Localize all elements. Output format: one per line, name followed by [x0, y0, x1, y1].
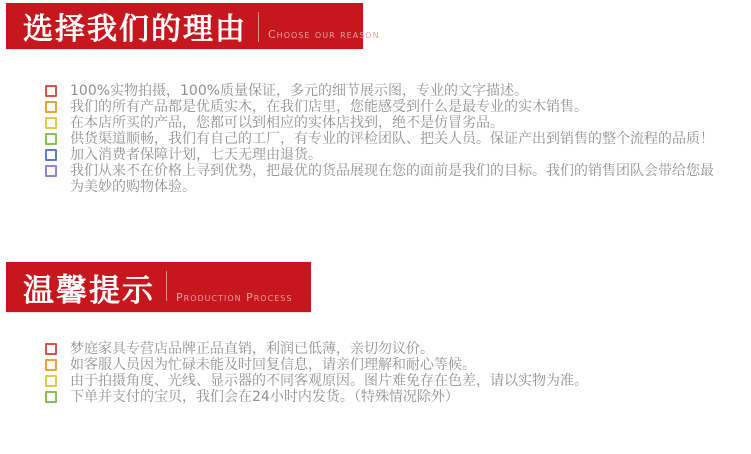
list-item: [45, 357, 751, 373]
bullet-square-icon: [45, 391, 57, 403]
reasons-banner-subtitle: Choose our reason: [268, 28, 380, 41]
tips-banner: [6, 262, 311, 312]
list-item-text: 在本店所买的产品，您都可以到相应的实体店找到，绝不是仿冒劣品。: [70, 115, 504, 131]
reasons-list: [45, 83, 751, 195]
list-item-text: 如客服人员因为忙碌未能及时回复信息，请亲们理解和耐心等候。: [70, 357, 476, 373]
bullet-square-icon: [45, 165, 57, 177]
list-item-text: 100%实物拍摄，100%质量保证，多元的细节展示图，专业的文字描述。: [70, 83, 529, 99]
list-item: [45, 131, 751, 147]
list-item: [45, 341, 751, 357]
bullet-square-icon: [45, 117, 57, 129]
bullet-square-icon: [45, 375, 57, 387]
list-item: [45, 99, 751, 115]
list-item-text: 我们从来不在价格上寻到优势，把最优的货品展现在您的面前是我们的目标。我们的销售团队会带给您最为美妙的购物体验。: [70, 163, 714, 195]
list-item: [45, 83, 751, 99]
bullet-square-icon: [45, 85, 57, 97]
reasons-banner: [6, 3, 380, 49]
list-item-text: 加入消费者保障计划，七天无理由退货。: [70, 147, 322, 163]
list-item: [45, 115, 751, 131]
bullet-square-icon: [45, 359, 57, 371]
bullet-square-icon: [45, 101, 57, 113]
tips-banner-subtitle: Production Process: [176, 291, 293, 304]
list-item-text: 梦庭家具专营店品牌正品直销，利润已低薄，亲切勿议价。: [70, 341, 434, 357]
tips-banner-title: 温馨提示: [23, 272, 155, 309]
list-item-text: 下单并支付的宝贝，我们会在24小时内发货。（特殊情况除外）: [70, 389, 459, 405]
tips-list: [45, 341, 751, 405]
list-item: [45, 373, 751, 389]
bullet-square-icon: [45, 133, 57, 145]
list-item-text: 我们的所有产品都是优质实木，在我们店里，您能感受到什么是最专业的实木销售。: [70, 99, 588, 115]
bullet-square-icon: [45, 343, 57, 355]
bullet-square-icon: [45, 149, 57, 161]
list-item: [45, 389, 751, 405]
reasons-banner-title: 选择我们的理由: [23, 12, 247, 47]
list-item-text: 供货渠道顺畅，我们有自己的工厂，有专业的评检团队、把关人员。保证产出到销售的整个流程的品质！: [70, 131, 714, 147]
list-item-text: 由于拍摄角度、光线、显示器的不同客观原因。图片难免存在色差，请以实物为准。: [70, 373, 588, 389]
list-item: [45, 147, 751, 163]
list-item: [45, 163, 751, 195]
